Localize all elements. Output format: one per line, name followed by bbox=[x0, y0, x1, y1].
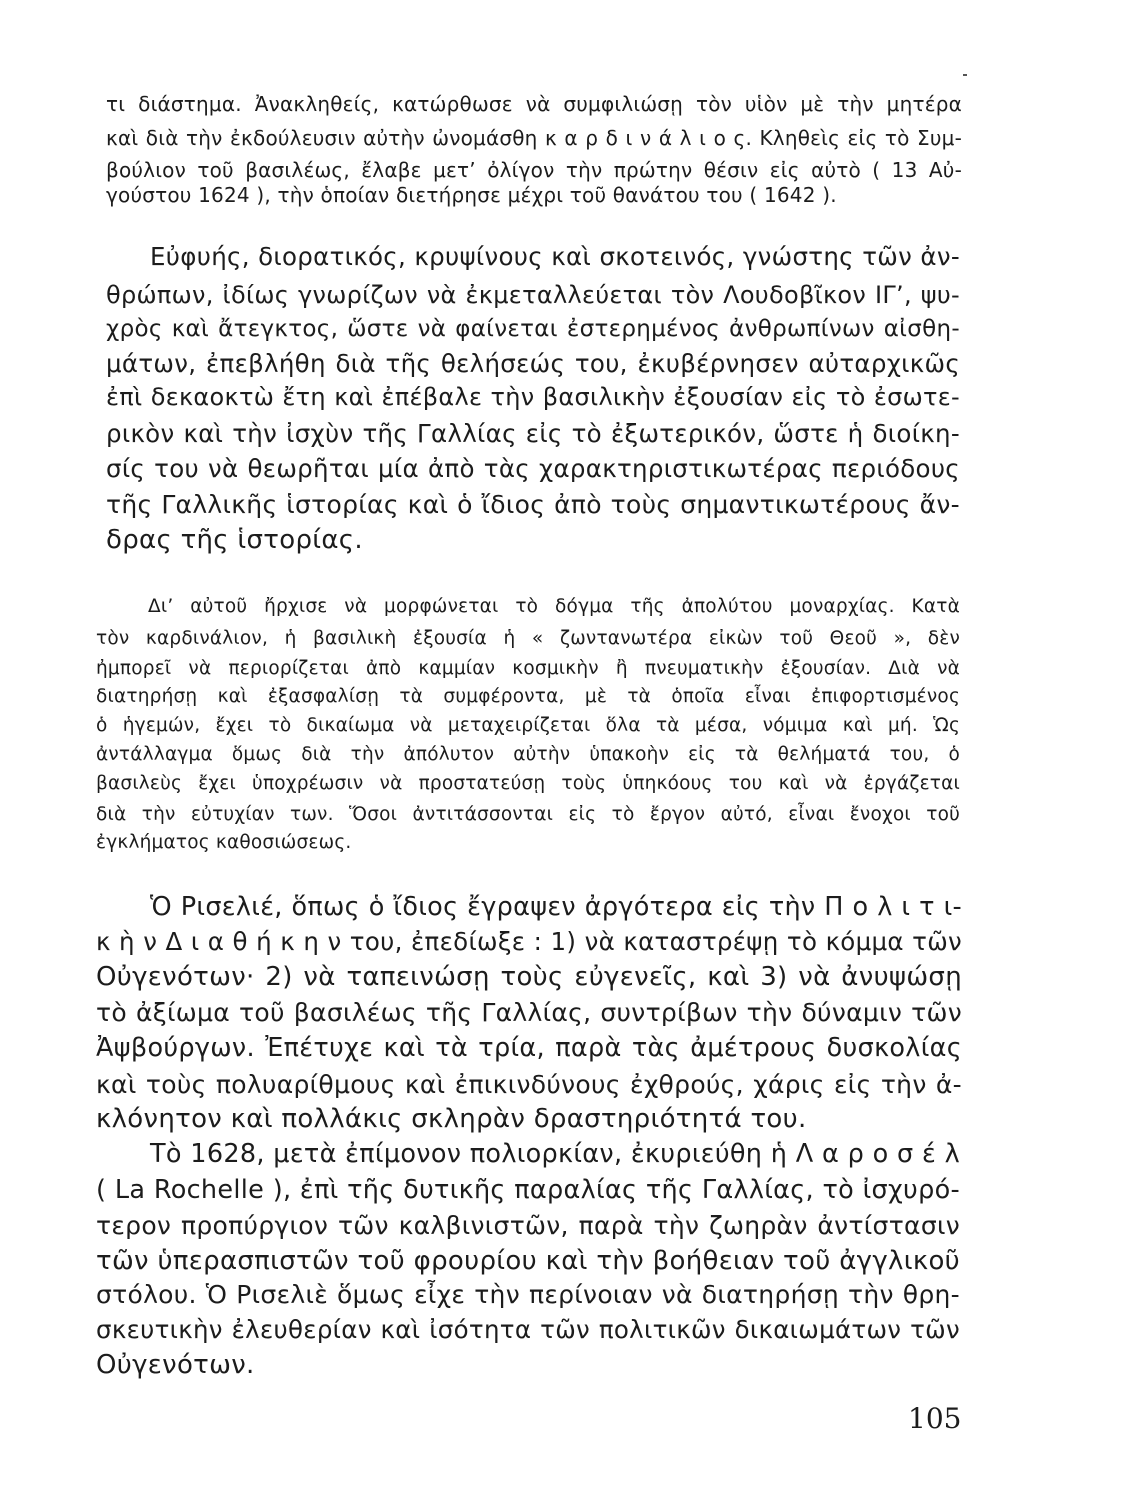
text-line: Τὸ 1628, μετὰ ἐπίμονον πολιορκίαν, ἐκυριεύθη ἡ Λ α ρ ο σ έ λ bbox=[150, 1139, 960, 1169]
text-line: τῆς Γαλλικῆς ἱστορίας καὶ ὁ ἴδιος ἀπὸ τοὺς σημαντικωτέρους ἄν- bbox=[106, 490, 960, 519]
text-line: χρὸς καὶ ἄτεγκτος, ὥστε νὰ φαίνεται ἐστερημένος ἀνθρωπίνων αἰσθη- bbox=[106, 316, 960, 342]
text-line: ρικὸν καὶ τὴν ἰσχὺν τῆς Γαλλίας εἰς τὸ ἐξωτερικόν, ὥστε ἡ διοίκη- bbox=[106, 419, 960, 448]
text-line: ἐγκλήματος καθοσιώσεως. bbox=[96, 832, 352, 853]
text-line: γούστου 1624 ), τὴν ὁποίαν διετήρησε μέχρι τοῦ θανάτου του ( 1642 ). bbox=[106, 183, 837, 207]
text-line: ὁ ἡγεμών, ἔχει τὸ δικαίωμα νὰ μεταχειρίζεται ὅλα τὰ μέσα, νόμιμα καὶ μή. Ὡς bbox=[96, 715, 960, 736]
page-number: 105 bbox=[908, 1402, 962, 1435]
text-line: Οὐγενότων. bbox=[96, 1350, 255, 1380]
text-line: θρώπων, ἰδίως γνωρίζων νὰ ἐκμεταλλεύεται τὸν Λουδοβῖκον ΙΓ’, ψυ- bbox=[106, 281, 960, 309]
text-line: Ὁ Ρισελιέ, ὅπως ὁ ἴδιος ἔγραψεν ἀργότερα εἰς τὴν Π ο λ ι τ ι- bbox=[150, 892, 962, 922]
text-line: καὶ διὰ τὴν ἐκδούλευσιν αὐτὴν ὠνομάσθη κ α ρ δ ι ν ά λ ι ο ς. Κληθεὶς εἰς τὸ Συμ- bbox=[106, 126, 962, 150]
text-line: Δι’ αὐτοῦ ἤρχισε νὰ μορφώνεται τὸ δόγμα τῆς ἀπολύτου μοναρχίας. Κατὰ bbox=[148, 596, 960, 617]
text-line: κλόνητον καὶ πολλάκις σκληρὰν δραστηριότητά του. bbox=[96, 1104, 807, 1134]
text-line: μάτων, ἐπεβλήθη διὰ τῆς θελήσεώς του, ἐκυβέρνησεν αὐταρχικῶς bbox=[106, 349, 960, 378]
text-line: σίς του νὰ θεωρῆται μία ἀπὸ τὰς χαρακτηριστικωτέρας περιόδους bbox=[106, 454, 960, 483]
text-line: ( La Rochelle ), ἐπὶ τῆς δυτικῆς παραλίας τῆς Γαλλίας, τὸ ἰσχυρό- bbox=[96, 1175, 960, 1205]
text-line: τὸν καρδινάλιον, ἡ βασιλικὴ ἐξουσία ἡ « ζωντανωτέρα εἰκὼν τοῦ Θεοῦ », δὲν bbox=[96, 628, 960, 649]
text-line: βασιλεὺς ἔχει ὑποχρέωσιν νὰ προστατεύσῃ τοὺς ὑπηκόους του καὶ νὰ ἐργάζεται bbox=[96, 773, 960, 794]
text-line: Ἀψβούργων. Ἐπέτυχε καὶ τὰ τρία, παρὰ τὰς ἀμέτρους δυσκολίας bbox=[96, 1033, 962, 1063]
text-line: διὰ τὴν εὐτυχίαν των. Ὅσοι ἀντιτάσσονται εἰς τὸ ἔργον αὐτό, εἶναι ἔνοχοι τοῦ bbox=[96, 804, 960, 825]
ink-speck bbox=[963, 74, 967, 76]
text-line: διατηρήσῃ καὶ ἐξασφαλίσῃ τὰ συμφέροντα, μὲ τὰ ὁποῖα εἶναι ἐπιφορτισμένος bbox=[96, 686, 960, 707]
text-line: Οὐγενότων· 2) νὰ ταπεινώσῃ τοὺς εὐγενεῖς, καὶ 3) νὰ ἀνυψώσῃ bbox=[96, 962, 962, 992]
text-line: ἠμπορεῖ νὰ περιορίζεται ἀπὸ καμμίαν κοσμικὴν ἢ πνευματικὴν ἐξουσίαν. Διὰ νὰ bbox=[96, 658, 960, 679]
text-line: βούλιον τοῦ βασιλέως, ἔλαβε μετ’ ὀλίγον τὴν πρώτην θέσιν εἰς αὐτὸ ( 13 Αὐ- bbox=[106, 158, 962, 182]
text-line: σκευτικὴν ἐλευθερίαν καὶ ἰσότητα τῶν πολιτικῶν δικαιωμάτων τῶν bbox=[96, 1315, 960, 1344]
text-line: τῶν ὑπερασπιστῶν τοῦ φρουρίου καὶ τὴν βοήθειαν τοῦ ἀγγλικοῦ bbox=[96, 1246, 960, 1276]
text-line: Εὐφυής, διορατικός, κρυψίνους καὶ σκοτεινός, γνώστης τῶν ἀν- bbox=[150, 242, 960, 271]
text-line: ἐπὶ δεκαοκτὼ ἔτη καὶ ἐπέβαλε τὴν βασιλικὴν ἐξουσίαν εἰς τὸ ἐσωτε- bbox=[106, 383, 960, 411]
text-line: τι διάστημα. Ἀνακληθείς, κατώρθωσε νὰ συμφιλιώσῃ τὸν υἱὸν μὲ τὴν μητέρα bbox=[106, 92, 962, 116]
text-line: στόλου. Ὁ Ρισελιὲ ὅμως εἶχε τὴν περίνοιαν νὰ διατηρήσῃ τὴν θρη- bbox=[96, 1280, 960, 1309]
text-line: τερον προπύργιον τῶν καλβινιστῶν, παρὰ τὴν ζωηρὰν ἀντίστασιν bbox=[96, 1211, 960, 1240]
text-line: τὸ ἀξίωμα τοῦ βασιλέως τῆς Γαλλίας, συντρίβων τὴν δύναμιν τῶν bbox=[96, 998, 962, 1027]
text-line: κ ὴ ν Δ ι α θ ή κ η ν του, ἐπεδίωξε : 1) νὰ καταστρέψῃ τὸ κόμμα τῶν bbox=[96, 927, 962, 956]
text-line: δρας τῆς ἱστορίας. bbox=[106, 525, 363, 555]
text-line: ἀντάλλαγμα ὅμως διὰ τὴν ἀπόλυτον αὐτὴν ὑπακοὴν εἰς τὰ θελήματά του, ὁ bbox=[96, 744, 960, 765]
text-line: καὶ τοὺς πολυαρίθμους καὶ ἐπικινδύνους ἐχθρούς, χάρις εἰς τὴν ἀ- bbox=[96, 1070, 962, 1099]
